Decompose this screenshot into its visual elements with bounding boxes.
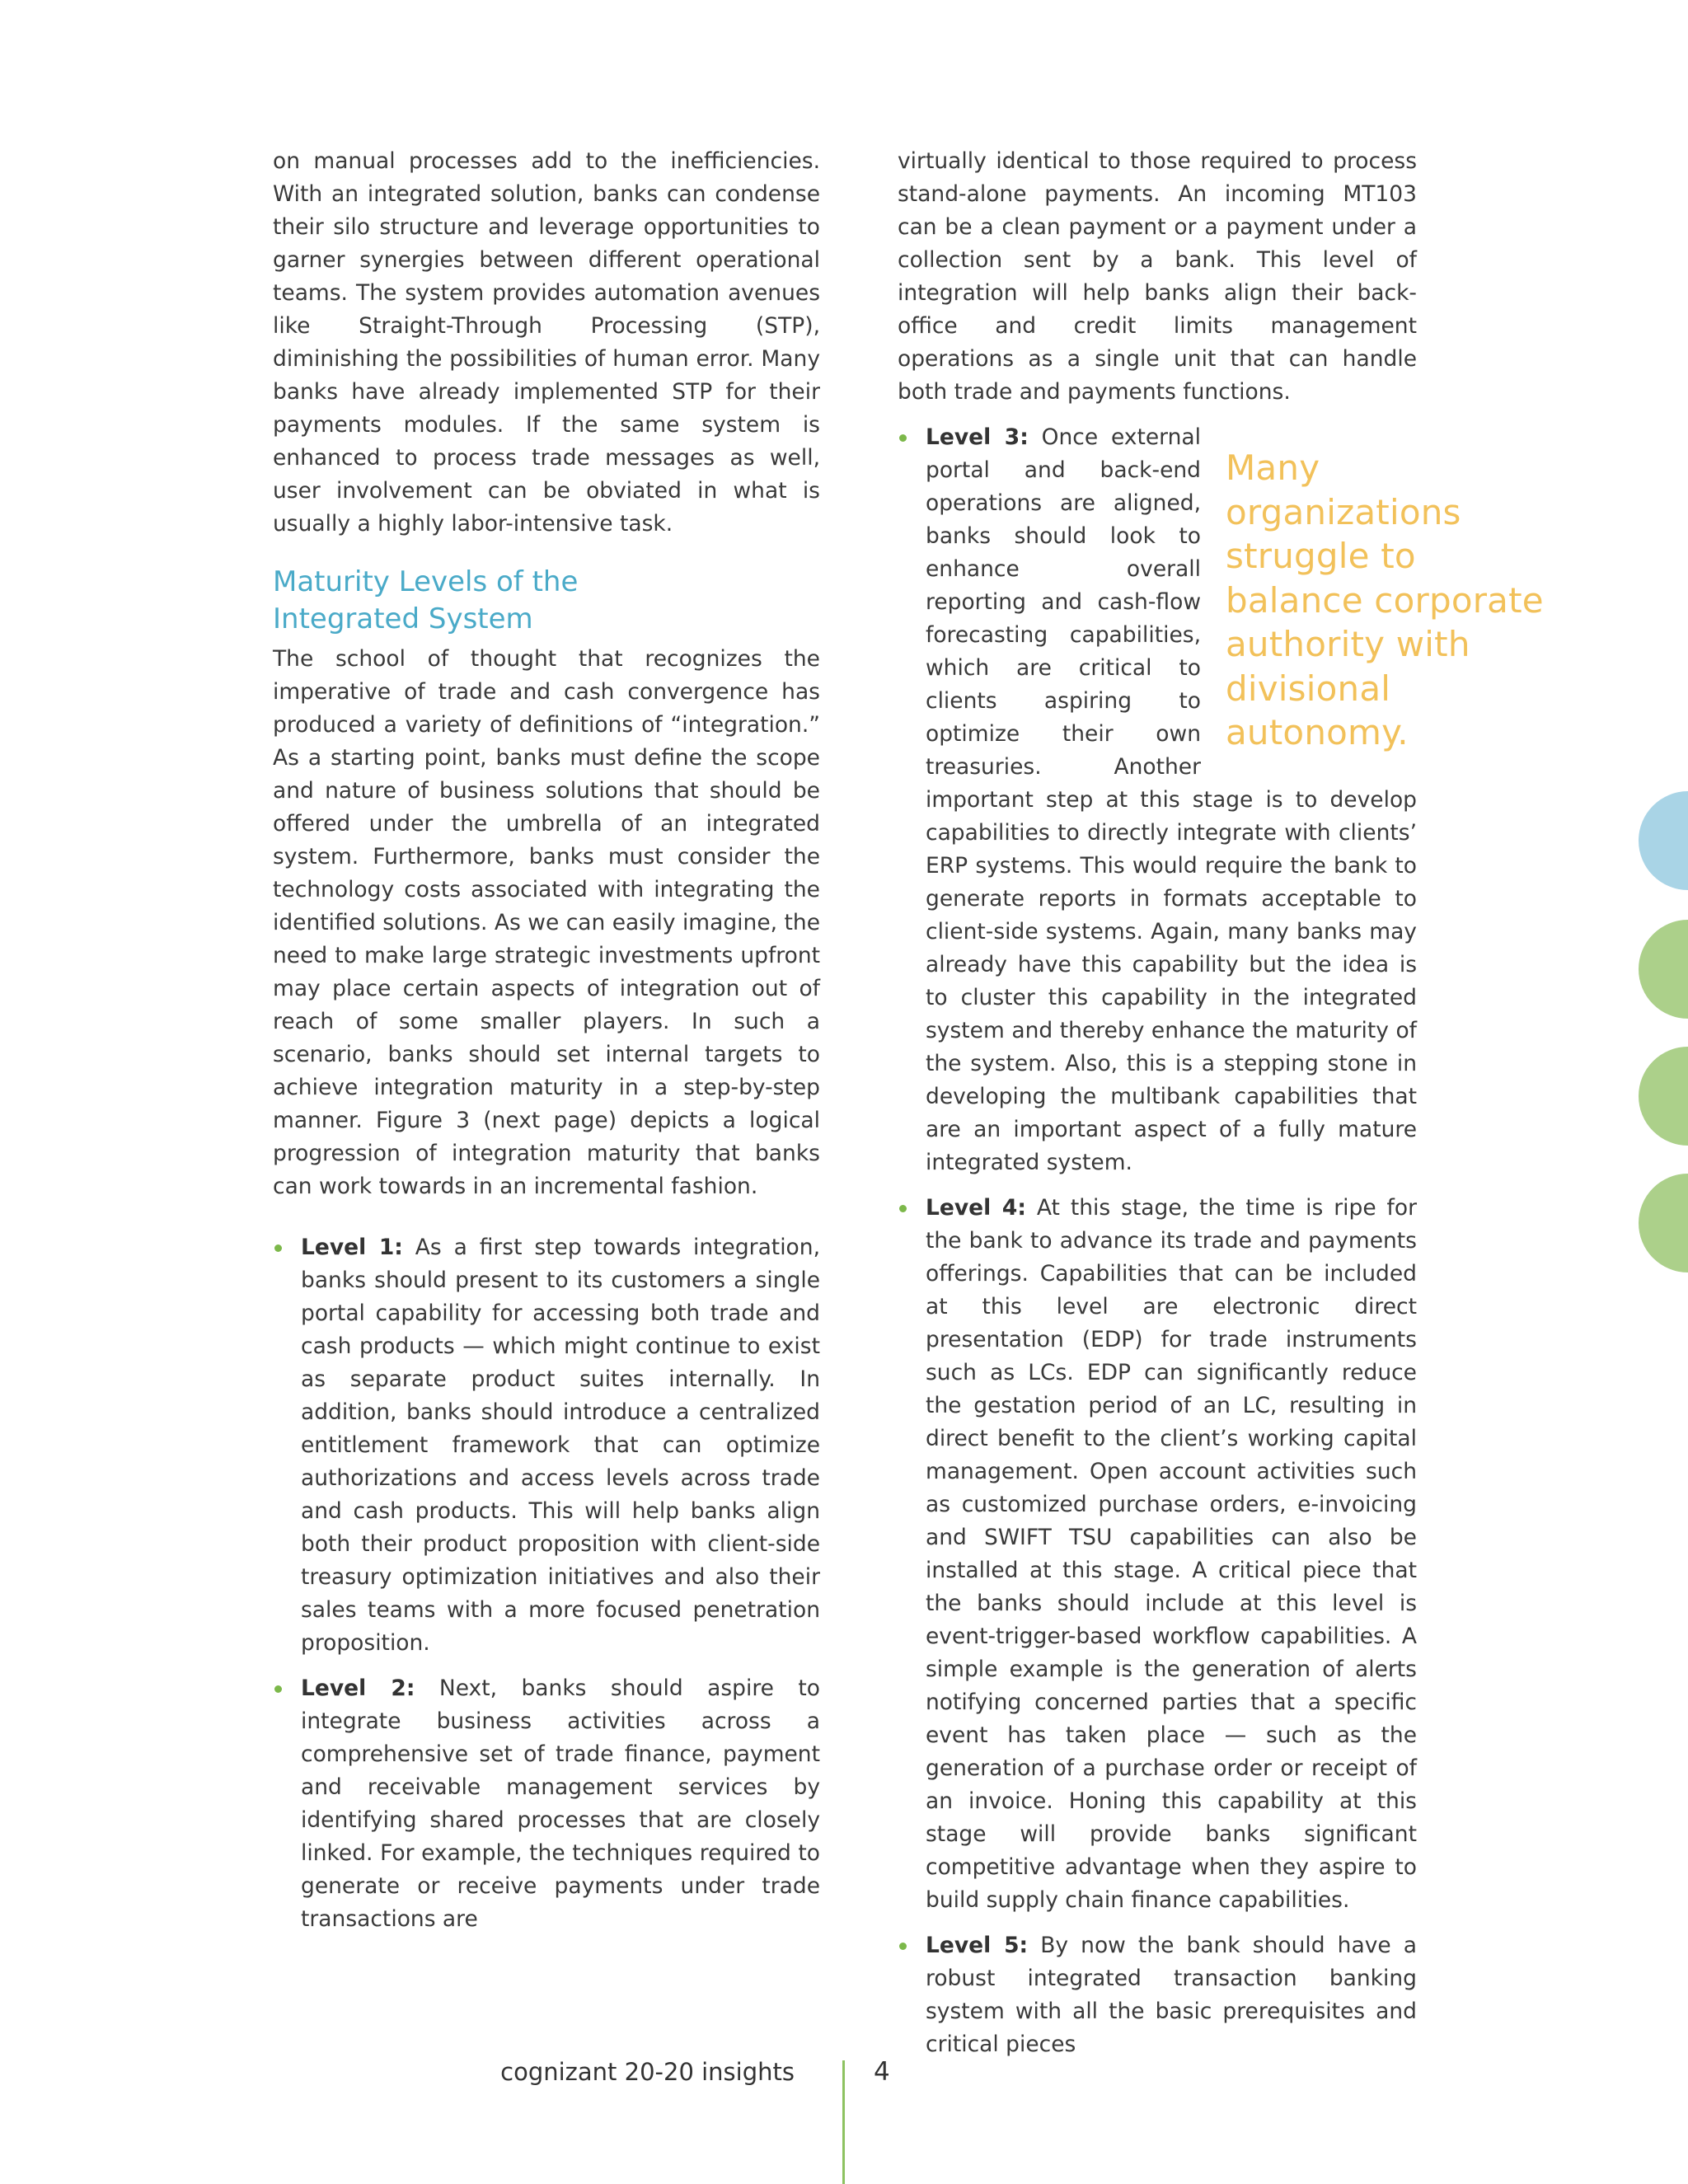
level-5-text: By now the bank should have a robust integrated transaction banking system with all the basic prerequisites and critical pieces	[926, 1933, 1417, 2057]
list-item-level-1	[273, 1231, 820, 1660]
decorative-circle-blue	[1639, 791, 1688, 890]
level-5-label: Level 5:	[926, 1933, 1029, 1958]
bullet-icon	[899, 1205, 907, 1212]
levels-list-right	[898, 421, 1544, 2061]
level-4-text: At this stage, the time is ripe for the bank to advance its trade and payments offerings. Capabilities that can be included at this level are electronic direct presentation (EDP) for trade instruments such as LCs. EDP can significantly reduce the gestation period of an LC, resulting in direct benefit to the client’s working capital management. Open account activities such as customized purchase orders, e-invoicing and SWIFT TSU capabilities can also be installed at this stage. A critical piece that the banks should include at this level is event-trigger-based workflow capabilities. A simple example is the generation of alerts notifying concerned parties that a specific event has taken place — such as the generation of a purchase order or receipt of an invoice. Honing this capability at this stage will provide banks significant competitive advantage when they aspire to build supply chain finance capabilities.	[926, 1195, 1417, 1913]
levels-list-left	[273, 1231, 820, 1936]
bullet-icon	[274, 1685, 282, 1693]
level-3-text: Once external portal and back-end operations are aligned, banks should look to enhance overall reporting and cash-flow forecasting capabilities, which are critical to clients aspiring to optimize their own treasuries. Another important step at this stage is to develop capabilities to directly integrate with clients’ ERP systems. This would require the bank to generate reports in formats acceptable to client-side systems. Again, many banks may already have this capability but the idea is to cluster this capability in the integrated system and thereby enhance the maturity of the system. Also, this is a stepping stone in developing the multibank capabilities that are an important aspect of a fully mature integrated system.	[926, 424, 1417, 1175]
bullet-icon	[899, 1943, 907, 1950]
footer-publication: cognizant 20-20 insights	[500, 2058, 795, 2086]
bullet-icon	[274, 1244, 282, 1252]
level-3-label: Level 3:	[926, 424, 1029, 450]
section-heading-line-1: Maturity Levels of the	[273, 565, 579, 598]
list-item-level-2	[273, 1672, 820, 1936]
level-4-label: Level 4:	[926, 1195, 1026, 1221]
intro-paragraph: on manual processes add to the inefficiencies. With an integrated solution, banks can condense their silo structure and leverage opportunities to garner synergies between different operational teams. The system provides automation avenues like Straight-Through Processing (STP), diminishing the possibilities of human error. Many banks have already implemented STP for their payments modules. If the same system is enhanced to process trade messages as well, user involvement can be obviated in what is usually a highly labor-intensive task.	[273, 148, 820, 537]
pull-quote: Many organizations struggle to balance corporate authority with divisional autonomy.	[1226, 448, 1544, 752]
left-column	[273, 145, 820, 1936]
section-heading	[273, 564, 820, 638]
list-item-level-4	[898, 1192, 1417, 1917]
level-1-text: As a first step towards integration, banks should present to its customers a single portal capability for accessing both trade and cash products — which might continue to exist as separate product suites internally. In addition, banks should introduce a centralized entitlement framework that can optimize authorizations and access levels across trade and cash products. This will help banks align both their product proposition with client-side treasury optimization initiatives and also their sales teams with a more focused penetration proposition.	[301, 1235, 820, 1656]
decorative-circle-green-1	[1639, 920, 1688, 1019]
level-2-label: Level 2:	[301, 1675, 415, 1701]
body-paragraph: The school of thought that recognizes the imperative of trade and cash convergence has produced a variety of definitions of “integration.” As a starting point, banks must define the scope and nature of business solutions that should be offered under the umbrella of an integrated system. Furthermore, banks must consider the technology costs associated with integrating the identified solutions. As we can easily imagine, the need to make large strategic investments upfront may place certain aspects of integration out of reach of some smaller players. In such a scenario, banks should set internal targets to achieve integration maturity in a step-by-step manner. Figure 3 (next page) depicts a logical progression of integration maturity that banks can work towards in an incremental fashion.	[273, 646, 820, 1199]
page-number: 4	[874, 2057, 890, 2087]
decorative-circle-green-3	[1639, 1174, 1688, 1272]
section-heading-line-2: Integrated System	[273, 602, 533, 635]
list-item-level-5	[898, 1929, 1417, 2061]
bullet-icon	[899, 434, 907, 442]
right-column	[898, 145, 1544, 2061]
footer-divider	[842, 2060, 845, 2184]
level-1-label: Level 1:	[301, 1235, 403, 1260]
decorative-circle-green-2	[1639, 1047, 1688, 1146]
continuation-paragraph: virtually identical to those required to process stand-alone payments. An incoming MT103 can be a clean payment or a payment under a collection sent by a bank. This level of integration will help banks align their back-office and credit limits management operations as a single unit that can handle both trade and payments functions.	[898, 148, 1417, 405]
level-2-text: Next, banks should aspire to integrate business activities across a comprehensive set of trade finance, payment and receivable management services by identifying shared processes that are closely linked. For example, the techniques required to generate or receive payments under trade transactions are	[301, 1675, 820, 1932]
list-item-level-3	[898, 421, 1544, 1179]
